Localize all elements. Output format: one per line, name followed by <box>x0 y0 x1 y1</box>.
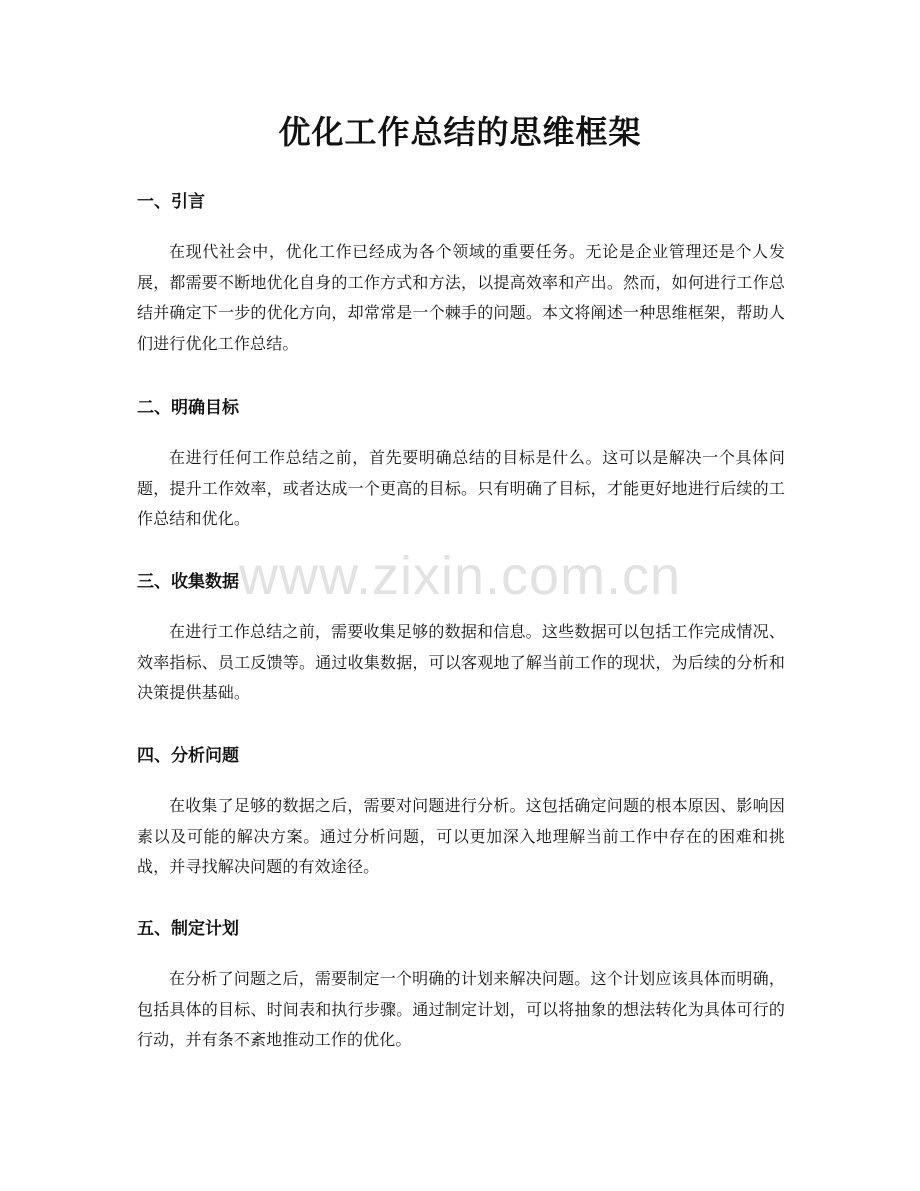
section-introduction <box>137 190 785 359</box>
document-title: 优化工作总结的思维框架 <box>278 113 642 151</box>
section-paragraph: 在现代社会中，优化工作已经成为各个领域的重要任务。无论是企业管理还是个人发展，都需要不断地优化自身的工作方式和方法，以提高效率和产出。然而，如何进行工作总结并确定下一步的优化方向，却常常是一个棘手的问题。本文将阐述一种思维框架，帮助人们进行优化工作总结。 <box>137 242 785 353</box>
section-heading: 一、引言 <box>137 192 205 212</box>
section-paragraph: 在进行工作总结之前，需要收集足够的数据和信息。这些数据可以包括工作完成情况、效率指标、员工反馈等。通过收集数据，可以客观地了解当前工作的现状，为后续的分析和决策提供基础。 <box>137 622 785 702</box>
section-clear-goals <box>137 396 785 535</box>
section-analyze-problems <box>137 744 785 883</box>
section-heading: 二、明确目标 <box>137 398 239 418</box>
section-make-plan <box>137 917 785 1056</box>
watermark: www.zixin.com.cn <box>238 546 682 606</box>
section-collect-data <box>137 570 785 709</box>
section-paragraph: 在分析了问题之后，需要制定一个明确的计划来解决问题。这个计划应该具体而明确，包括具体的目标、时间表和执行步骤。通过制定计划，可以将抽象的想法转化为具体可行的行动，并有条不紊地推动工作的优化。 <box>137 969 785 1049</box>
section-heading: 五、制定计划 <box>137 919 239 939</box>
section-heading: 四、分析问题 <box>137 746 239 766</box>
section-paragraph: 在进行任何工作总结之前，首先要明确总结的目标是什么。这可以是解决一个具体问题，提升工作效率，或者达成一个更高的目标。只有明确了目标，才能更好地进行后续的工作总结和优化。 <box>137 448 785 528</box>
section-heading: 三、收集数据 <box>137 572 239 592</box>
section-paragraph: 在收集了足够的数据之后，需要对问题进行分析。这包括确定问题的根本原因、影响因素以及可能的解决方案。通过分析问题，可以更加深入地理解当前工作中存在的困难和挑战，并寻找解决问题的有效途径。 <box>137 796 785 876</box>
